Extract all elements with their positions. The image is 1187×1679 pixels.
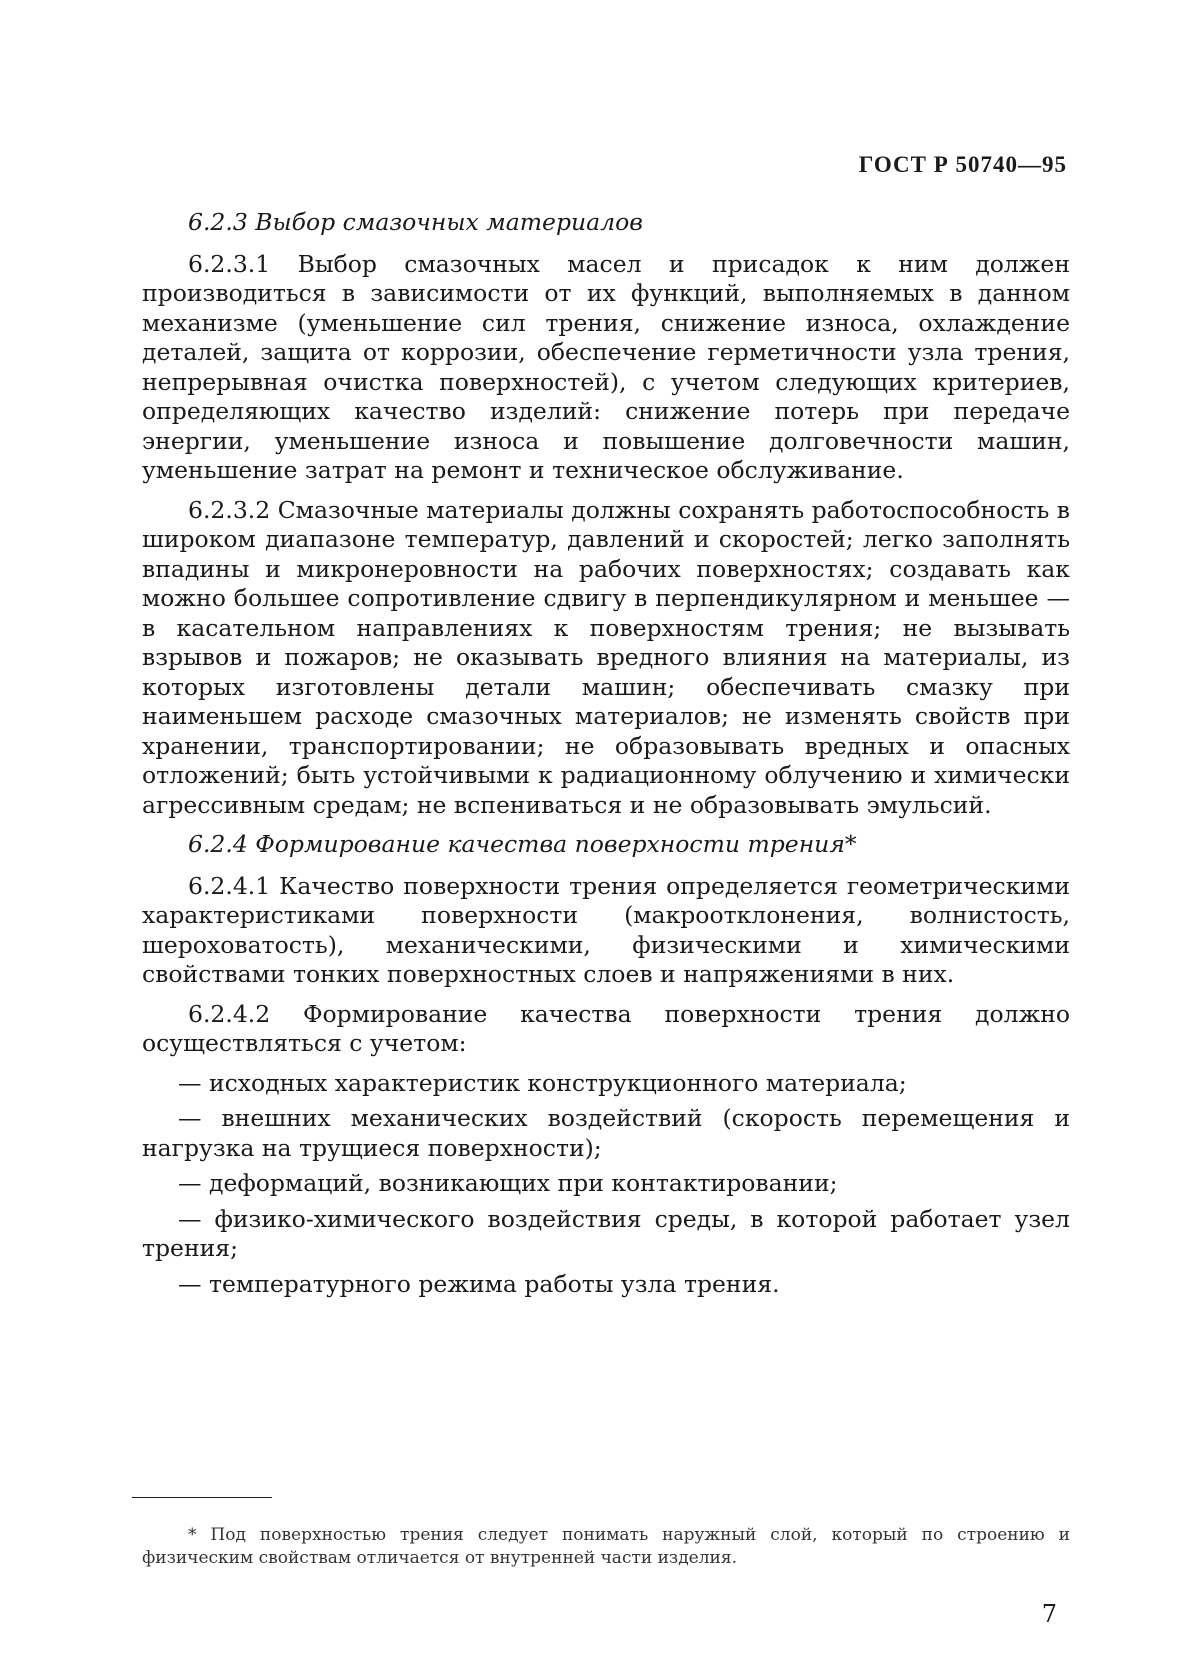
factor-list — [142, 1069, 1070, 1300]
paragraph-6-2-4-1: 6.2.4.1 Качество поверхности трения определяется геометрическими характеристиками поверхности (макроотклонения, волнистость, шероховатость), механическими, физическими и химическими свойствами тонких поверхностных слоев и напряжениями в них. — [142, 871, 1070, 988]
paragraph-6-2-3-1: 6.2.3.1 Выбор смазочных масел и присадок к ним должен производиться в зависимости от их функций, выполняемых в данном механизме (уменьшение сил трения, снижение износа, охлаждение деталей, защита от коррозии, обеспечение герметичности узла трения, непрерывная очистка поверхностей), с учетом следующих критериев, определяющих качество изделий: снижение потерь при передаче энергии, уменьшение износа и повышение долговечности машин, уменьшение затрат на ремонт и техническое обслуживание. — [142, 249, 1070, 484]
section-title-6-2-4: 6.2.4 Формирование качества поверхности трения* — [188, 830, 857, 858]
footnote: * Под поверхностью трения следует понимать наружный слой, который по строению и физическим свойствам отличается от внутренней части изделия. — [142, 1525, 1070, 1568]
page-number: 7 — [1041, 1600, 1057, 1628]
document-body — [142, 208, 1070, 1305]
list-item: — исходных характеристик конструкционного материала; — [178, 1068, 907, 1097]
footnote-divider — [132, 1497, 272, 1498]
list-item: — физико-химического воздействия среды, в которой работает узел трения; — [142, 1204, 1070, 1262]
section-title-6-2-3: 6.2.3 Выбор смазочных материалов — [188, 208, 643, 236]
document-header: ГОСТ Р 50740—95 — [858, 152, 1067, 177]
list-item: — деформаций, возникающих при контактировании; — [178, 1169, 838, 1197]
paragraph-6-2-3-2: 6.2.3.2 Смазочные материалы должны сохранять работоспособность в широком диапазоне температур, давлений и скоростей; легко заполнять впадины и микронеровности на рабочих поверхностях; создавать как можно большее сопротивление сдвигу в перпендикулярном и меньшее — в касательном направлениях к поверхностям трения; не вызывать взрывов и пожаров; не оказывать вредного влияния на материалы, из которых изготовлены детали машин; обеспечивать смазку при наименьшем расходе смазочных материалов; не изменять свойств при хранении, транспортировании; не образовывать вредных и опасных отложений; быть устойчивыми к радиационному облучению и химически агрессивным средам; не вспениваться и не образовывать эмульсий. — [142, 495, 1070, 819]
list-item: — внешних механических воздействий (скорость перемещения и нагрузка на трущиеся поверхности); — [142, 1104, 1070, 1162]
paragraph-6-2-4-2: 6.2.4.2 Формирование качества поверхности трения должно осуществляться с учетом: — [142, 999, 1070, 1057]
list-item: — температурного режима работы узла трения. — [178, 1269, 780, 1298]
